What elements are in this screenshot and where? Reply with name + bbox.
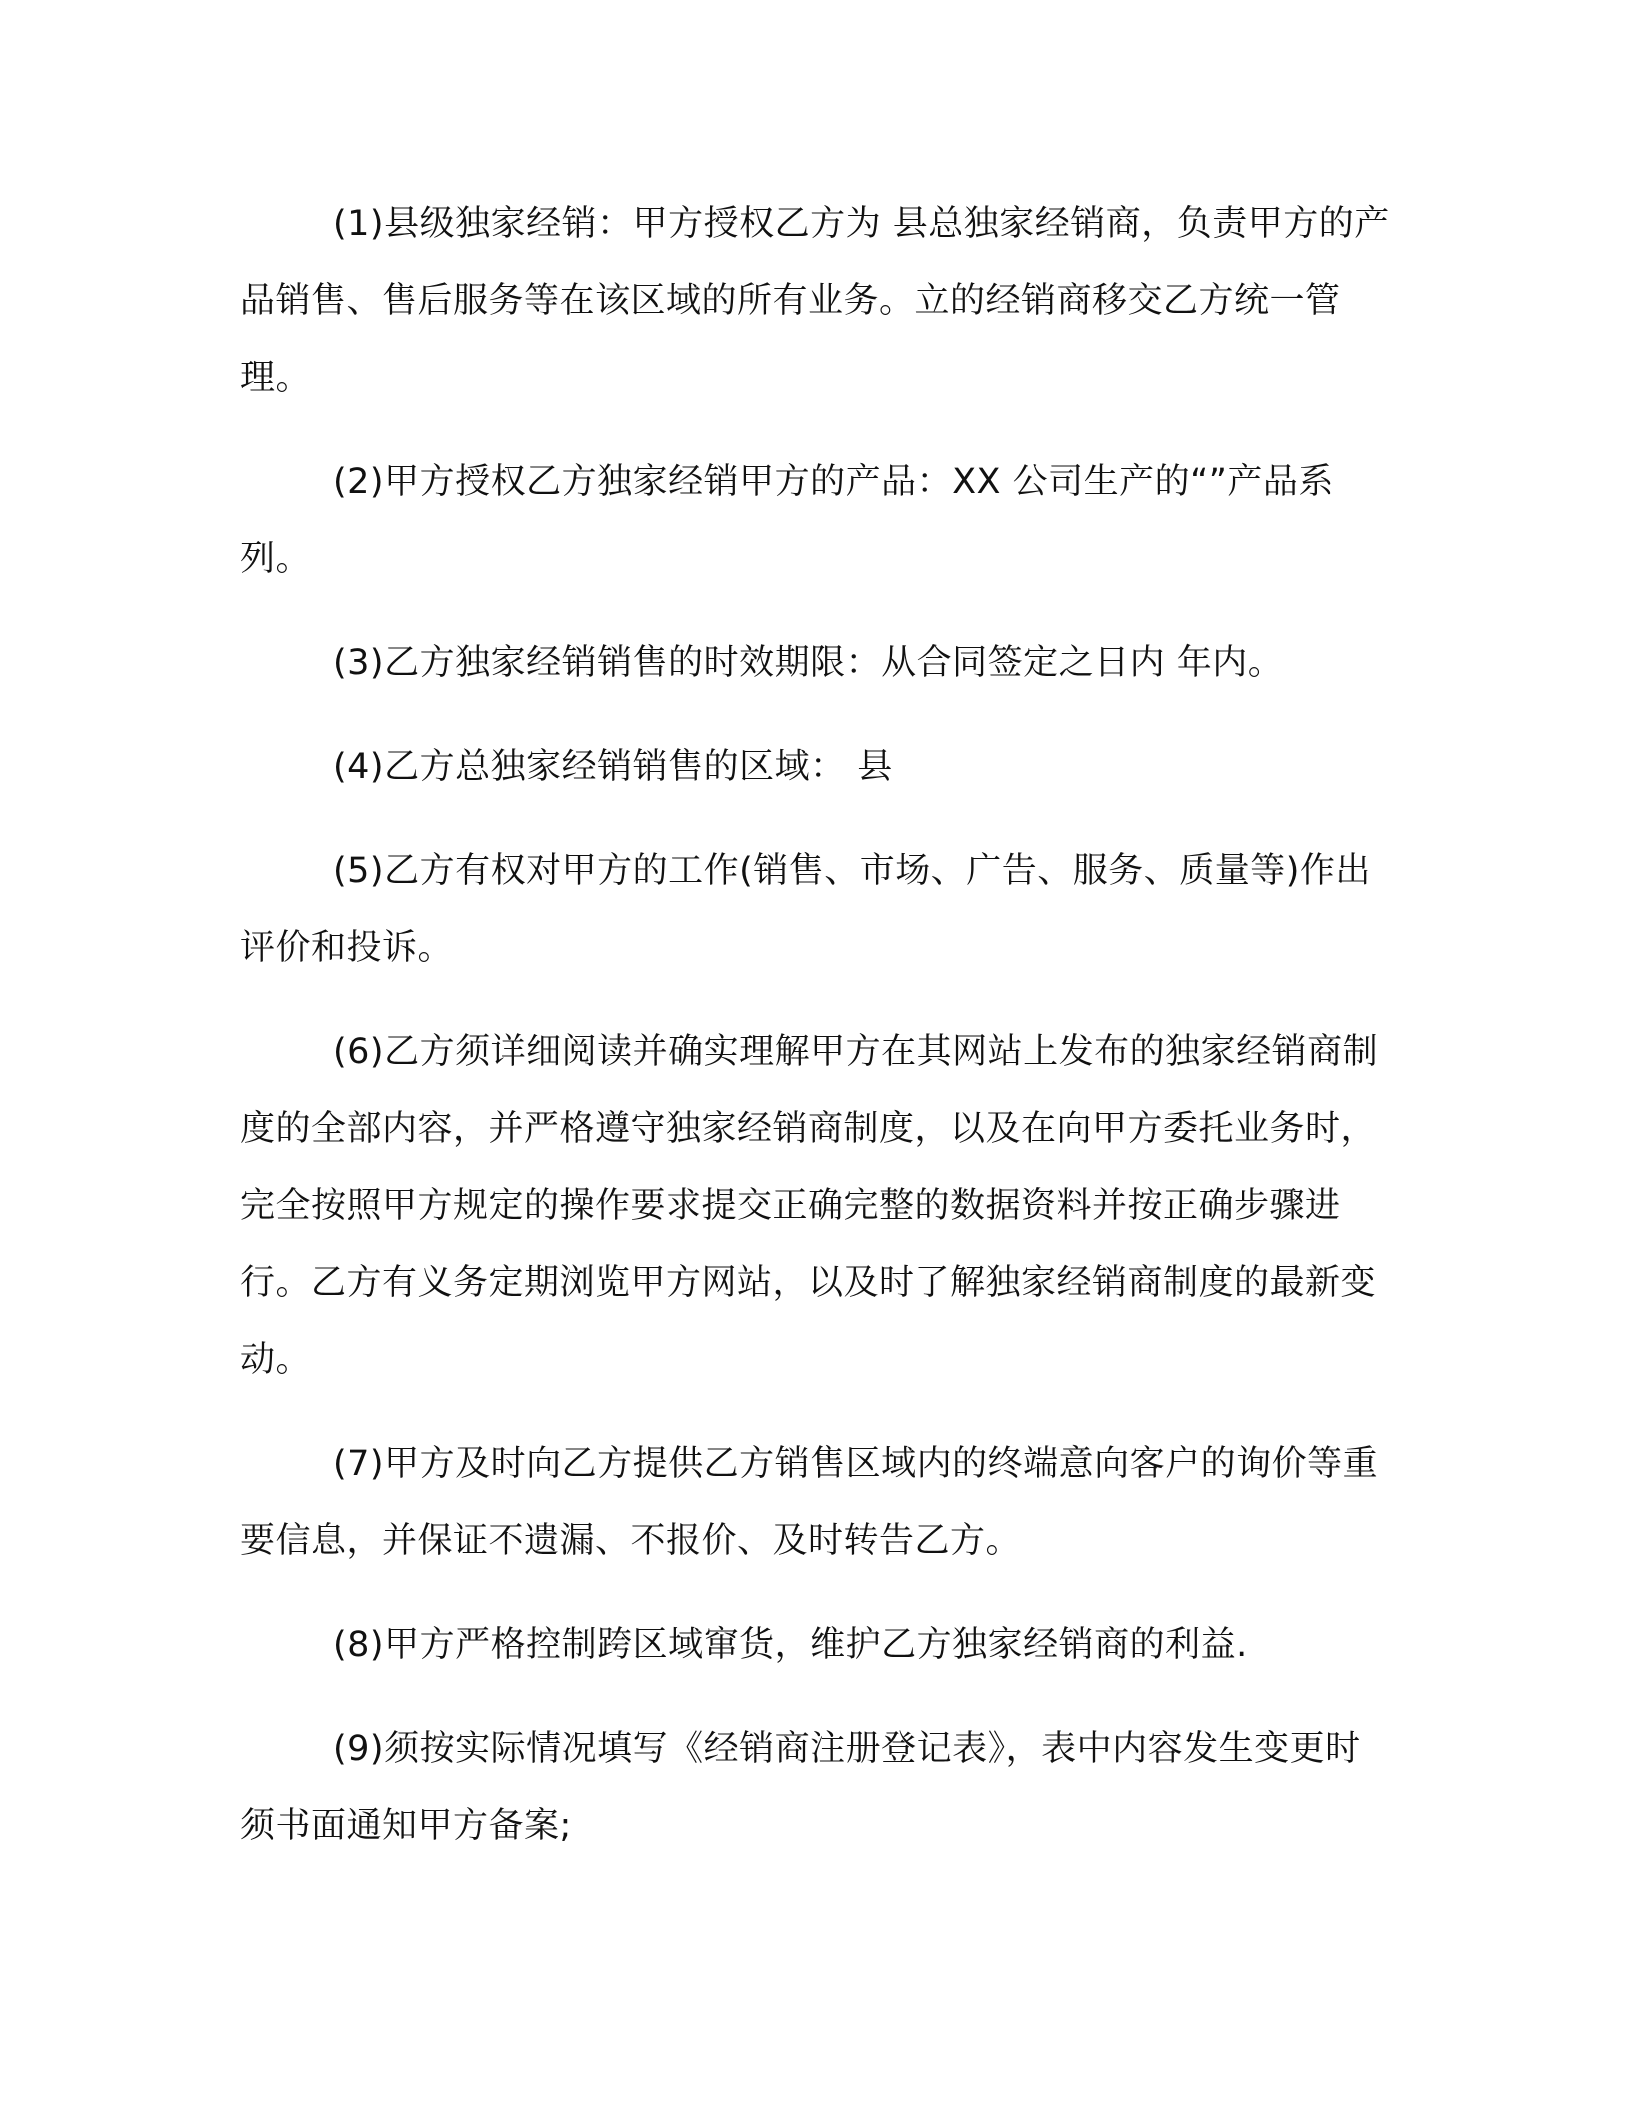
- clause-4: (4)乙方总独家经销销售的区域： 县: [333, 747, 893, 787]
- clause-7: (7)甲方及时向乙方提供乙方销售区域内的终端意向客户的询价等重要信息，并保证不遗漏、不报价、及时转告乙方。: [240, 1444, 1379, 1561]
- clause-5: (5)乙方有权对甲方的工作(销售、市场、广告、服务、质量等)作出评价和投诉。: [240, 851, 1371, 968]
- document-body: [240, 186, 1390, 1892]
- clause-1: (1)县级独家经销：甲方授权乙方为 县总独家经销商，负责甲方的产品销售、售后服务等在该区域的所有业务。立的经销商移交乙方统一管理。: [240, 204, 1390, 398]
- clause-2: (2)甲方授权乙方独家经销甲方的产品：XX 公司生产的“”产品系列。: [240, 462, 1334, 579]
- clause-9: (9)须按实际情况填写《经销商注册登记表》，表中内容发生变更时须书面通知甲方备案;: [240, 1729, 1361, 1846]
- clause-6: (6)乙方须详细阅读并确实理解甲方在其网站上发布的独家经销商制度的全部内容，并严格遵守独家经销商制度，以及在向甲方委托业务时，完全按照甲方规定的操作要求提交正确完整的数据资料并按正确步骤进行。乙方有义务定期浏览甲方网站，以及时了解独家经销商制度的最新变动。: [240, 1032, 1379, 1380]
- clause-3: (3)乙方独家经销销售的时效期限：从合同签定之日内 年内。: [333, 643, 1284, 683]
- clause-8: (8)甲方严格控制跨区域窜货，维护乙方独家经销商的利益.: [333, 1625, 1248, 1665]
